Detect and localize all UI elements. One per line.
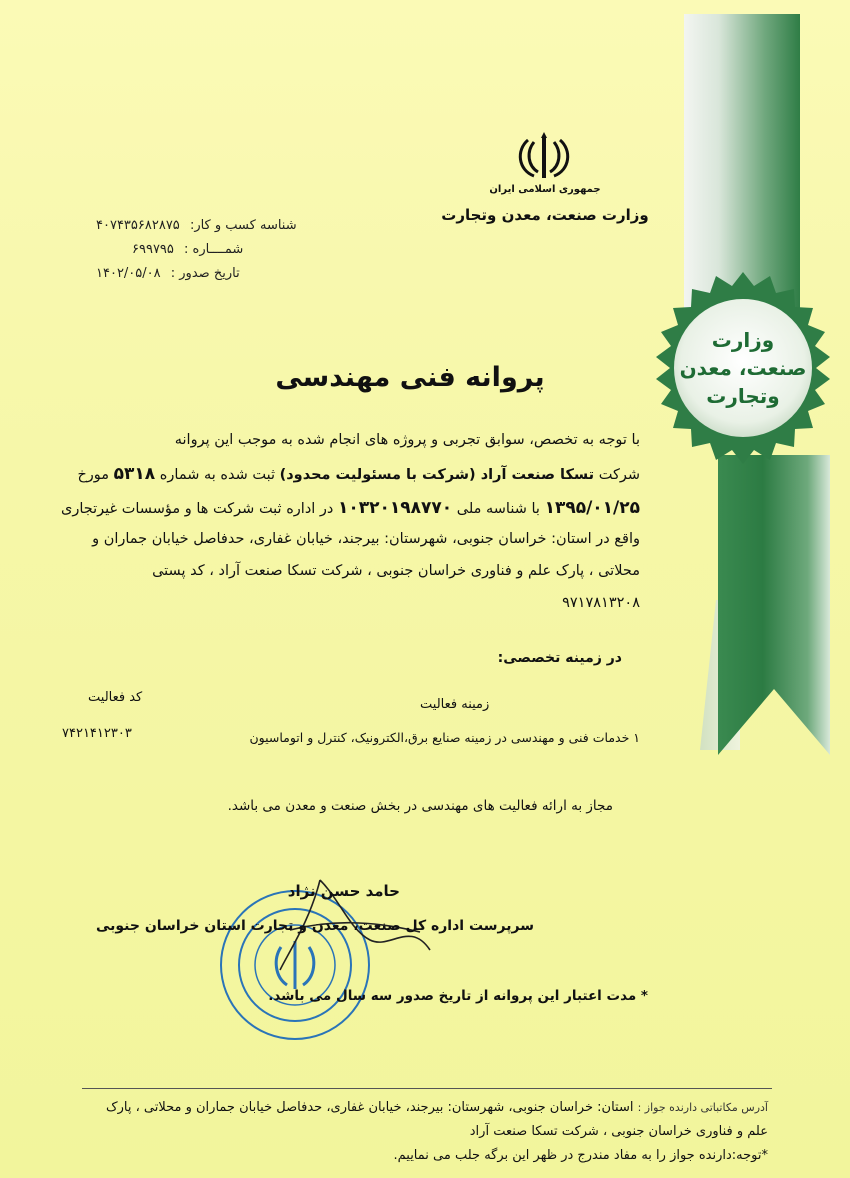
footer-address-line-2: علم و فناوری خراسان جنوبی ، شرکت تسکا صنعت آراد <box>469 1124 768 1139</box>
seal-text <box>672 300 814 436</box>
seal-line-1: وزارت <box>711 328 775 352</box>
republic-label: جمهوری اسلامی ایران <box>489 184 601 195</box>
license-number <box>132 242 243 257</box>
body-line-3 <box>61 498 640 518</box>
body-line-5: محلاتی ، پارک علم و فناوری خراسان جنوبی ، شرکت تسکا صنعت آراد ، کد پستی <box>152 563 640 579</box>
issue-date-value: ۱۴۰۲/۰۵/۰۸ <box>96 266 161 281</box>
registration-date-label: مورخ <box>77 467 110 483</box>
seal-line-3: وتجارت <box>706 384 780 408</box>
national-id: ۱۰۳۲۰۱۹۸۷۷۰ <box>338 498 453 518</box>
company-prefix: شرکت <box>598 467 640 483</box>
activity-code-header: کد فعالیت <box>88 690 143 705</box>
signer-name: حامد حسن نژاد <box>287 882 400 900</box>
registration-date: ۱۳۹۵/۰۱/۲۵ <box>544 498 640 518</box>
seal-line-2: صنعت، معدن <box>679 356 807 380</box>
issue-date <box>96 266 240 281</box>
license-number-label: شمــــاره : <box>184 242 244 257</box>
footer-divider <box>82 1088 772 1089</box>
specialty-label: در زمینه تخصصی: <box>497 650 622 666</box>
ministry-name: وزارت صنعت، معدن وتجارت <box>441 206 649 224</box>
validity-note: * مدت اعتبار این پروانه از تاریخ صدور سه سال می باشد. <box>268 988 648 1004</box>
activity-field-value: ۱ خدمات فنی و مهندسی در زمینه صنایع برق،الکترونیک، کنترل و اتوماسیون <box>249 730 640 745</box>
body-line-1: با توجه به تخصص، سوابق تجربی و پروژه های انجام شده به موجب این پروانه <box>174 432 640 448</box>
national-id-label: با شناسه ملی <box>456 501 540 517</box>
body-line-4: واقع در استان: خراسان جنوبی، شهرستان: بیرجند، خیابان غفاری، حدفاصل خیابان جماران و <box>92 531 640 547</box>
issue-date-label: تاریخ صدور : <box>170 266 240 281</box>
ribbon-bottom <box>718 455 830 755</box>
business-id-label: شناسه کسب و کار: <box>189 218 297 233</box>
iran-emblem-icon <box>514 132 574 182</box>
business-id-value: ۴۰۷۴۳۵۶۸۲۸۷۵ <box>96 218 180 233</box>
registration-number: ۵۳۱۸ <box>113 464 156 484</box>
signer-title: سرپرست اداره کل صنعت، معدن و تجارت استان خراسان جنوبی <box>95 918 534 934</box>
address-line-1: استان: خراسان جنوبی، شهرستان: بیرجند، خیابان غفاری، حدفاصل خیابان جماران و محلاتی ، پارک <box>105 1100 634 1115</box>
activity-field-header: زمینه فعالیت <box>420 697 490 712</box>
permit-statement: مجاز به ارائه فعالیت های مهندسی در بخش صنعت و معدن می باشد. <box>227 798 613 814</box>
registration-label: ثبت شده به شماره <box>159 467 275 483</box>
body-line-2 <box>77 464 640 484</box>
document-title: پروانه فنی مهندسی <box>275 362 545 393</box>
footer-address-line-1 <box>78 1100 768 1115</box>
address-label: آدرس مکاتباتی دارنده جواز : <box>637 1101 768 1114</box>
license-number-value: ۶۹۹۷۹۵ <box>132 242 174 257</box>
footer-note: *توجه:دارنده جواز را به مفاد مندرج در ظهر این برگه جلب می نماییم. <box>393 1148 768 1163</box>
business-id <box>96 218 297 233</box>
company-name: تسکا صنعت آراد (شرکت با مسئولیت محدود) <box>279 467 595 483</box>
registry-office: در اداره ثبت شرکت ها و مؤسسات غیرتجاری <box>61 501 334 517</box>
postal-code: ۹۷۱۷۸۱۳۲۰۸ <box>562 595 640 611</box>
activity-code-value: ۷۴۲۱۴۱۲۳۰۳ <box>62 726 132 741</box>
